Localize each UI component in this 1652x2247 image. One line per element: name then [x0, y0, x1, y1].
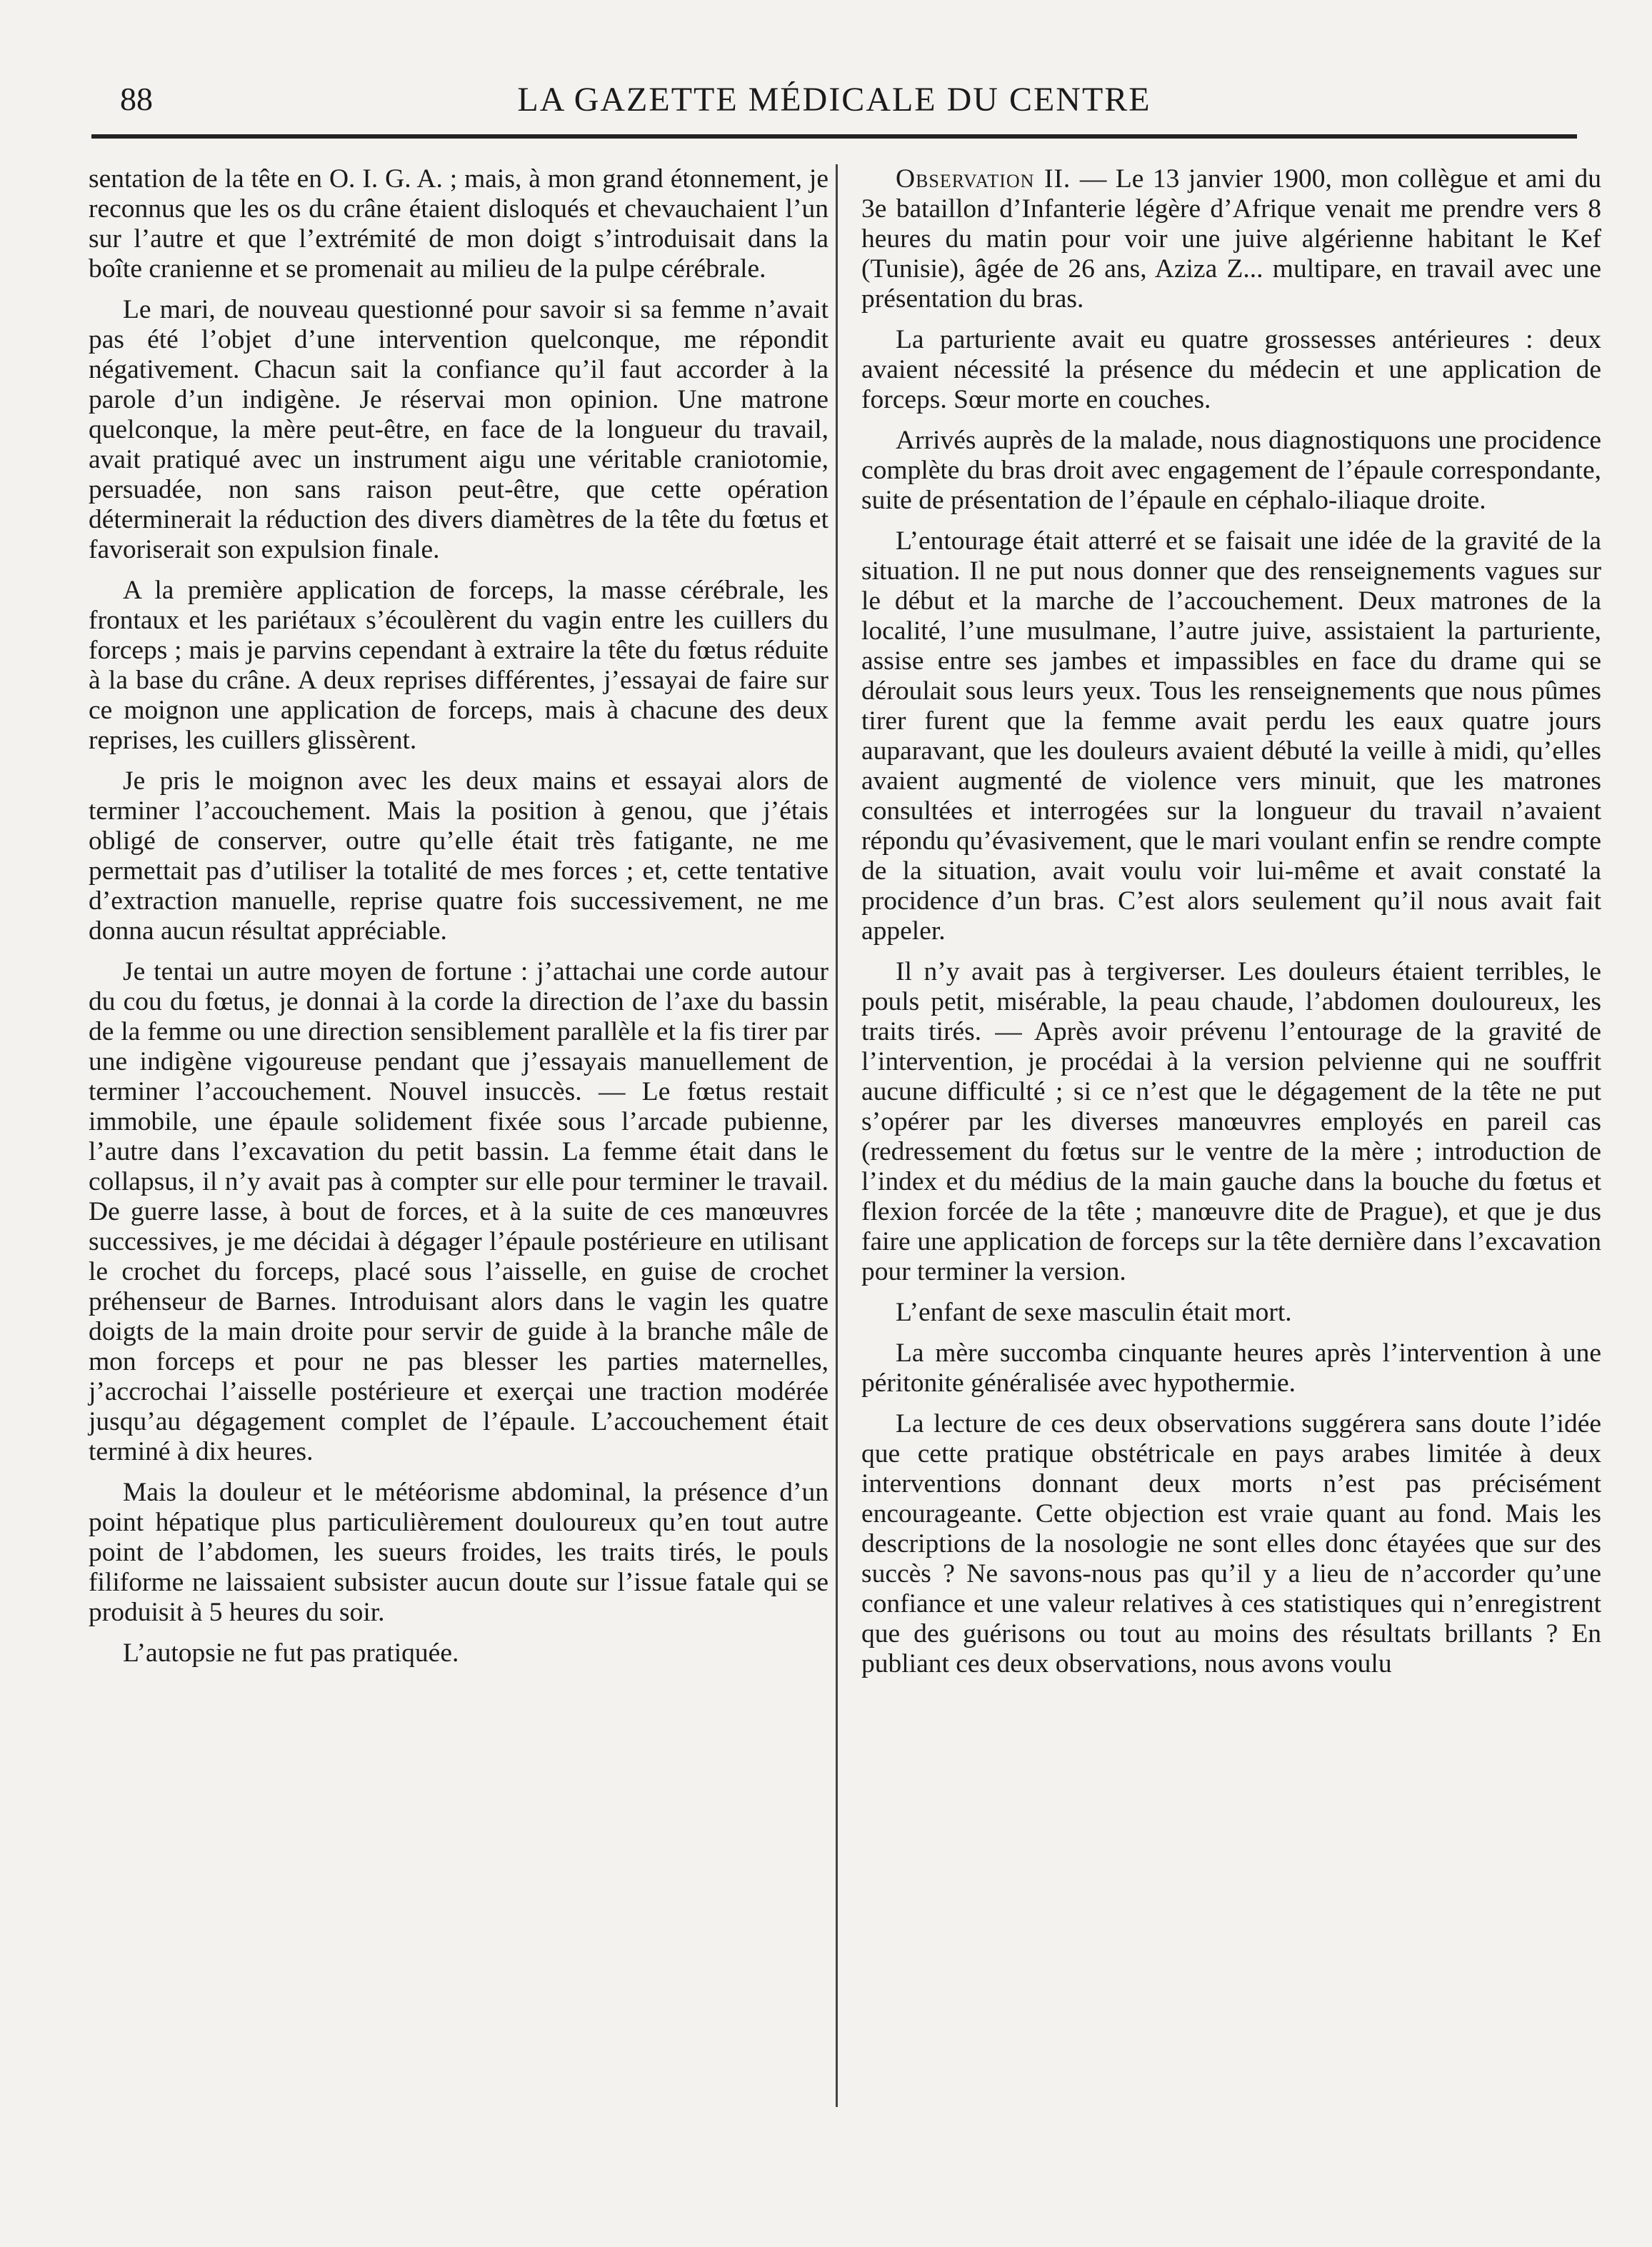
observation-intro: — Le 13 janvier 1900, mon collègue et ami du 3e bataillon d’Infanterie légère d’Afrique venait me prendre vers 8 heures du matin pour voir une juive algérienne habitant le Kef (Tunisie), âgée de 26 ans, Aziza Z... multipare, en travail avec une présentation du bras. — [861, 164, 1601, 314]
page-number: 88 — [120, 81, 153, 117]
paragraph: Je tentai un autre moyen de fortune : j’attachai une corde autour du cou du fœtus, je donnai à la corde la direction de l’axe du bassin de la femme ou une direction sensiblement parallèle et la fis tirer par une indigène vigoureuse pendant que j’essayais manuellement de terminer l’accouchement. Nouvel insuccès. — Le fœtus restait immobile, une épaule solidement fixée sous l’arcade pubienne, l’autre dans l’excavation du petit bassin. La femme était dans le collapsus, il n’y avait pas à compter sur elle pour terminer le travail. De guerre lasse, à bout de forces, et à la suite de ces manœuvres successives, je me décidai à dégager l’épaule postérieure en utilisant le crochet du forceps, placé sous l’aisselle, en guise de crochet préhenseur de Barnes. Introduisant alors dans le vagin les quatre doigts de la main droite pour servir de guide à la branche mâle de mon forceps et pour ne pas blesser les parties maternelles, j’accrochai l’aisselle postérieure et exerçai une traction modérée jusqu’au dégagement complet de l’épaule. L’accouchement était terminé à dix heures. — [89, 957, 828, 1466]
journal-title: LA GAZETTE MÉDICALE DU CENTRE — [517, 81, 1151, 119]
observation-paragraph — [861, 164, 1601, 314]
paragraph: sentation de la tête en O. I. G. A. ; mais, à mon grand étonnement, je reconnus que les os du crâne étaient disloqués et chevauchaient l’un sur l’autre et que l’extrémité de mon doigt s’introduisait dans la boîte cranienne et se promenait au milieu de la pulpe cérébrale. — [89, 164, 828, 284]
observation-label: Observation II. — [896, 164, 1071, 194]
header-rule — [91, 134, 1577, 139]
page-header — [91, 80, 1577, 130]
right-column — [861, 164, 1601, 1690]
paragraph: La mère succomba cinquante heures après l’intervention à une péritonite généralisée avec hypothermie. — [861, 1338, 1601, 1398]
paragraph: Arrivés auprès de la malade, nous diagnostiquons une procidence complète du bras droit avec engagement de l’épaule correspondante, suite de présentation de l’épaule en céphalo-iliaque droite. — [861, 426, 1601, 515]
paragraph: L’autopsie ne fut pas pratiquée. — [123, 1638, 459, 1668]
paragraph: La parturiente avait eu quatre grossesses antérieures : deux avaient nécessité la présence du médecin et une application de forceps. Sœur morte en couches. — [861, 325, 1601, 414]
paragraph: Le mari, de nouveau questionné pour savoir si sa femme n’avait pas été l’objet d’une intervention quelconque, me répondit négativement. Chacun sait la confiance qu’il faut accorder à la parole d’un indigène. Je réservai mon opinion. Une matrone quelconque, la mère peut-être, en face de la longueur du travail, avait pratiqué avec un instrument aigu une véritable craniotomie, persuadée, non sans raison peut-être, que cette opération déterminerait la réduction des divers diamètres de la tête du fœtus et favoriserait son expulsion finale. — [89, 295, 828, 564]
paragraph: Je pris le moignon avec les deux mains et essayai alors de terminer l’accouchement. Mais la position à genou, que j’étais obligé de conserver, outre qu’elle était très fatigante, ne me permettait pas d’utiliser la totalité de mes forces ; et, cette tentative d’extraction manuelle, reprise quatre fois successivement, ne me donna aucun résultat appréciable. — [89, 766, 828, 946]
paragraph: L’enfant de sexe masculin était mort. — [896, 1298, 1292, 1327]
paragraph: L’entourage était atterré et se faisait une idée de la gravité de la situation. Il ne put nous donner que des renseignements vagues sur le début et la marche de l’accouchement. Deux matrones de la localité, l’une musulmane, l’autre juive, assistaient la parturiente, assise entre ses jambes et impassibles en face du drame qui se déroulait sous leurs yeux. Tous les renseignements que nous pûmes tirer furent que la femme avait perdu les eaux quatre jours auparavant, que les douleurs avaient débuté la veille à midi, qu’elles avaient augmenté de violence vers minuit, que les matrones consultées et interrogées sur la longueur du travail n’avaient répondu qu’évasivement, que le mari voulant enfin se rendre compte de la situation, avait voulu voir lui-même et avait constaté la procidence d’un bras. C’est alors seulement qu’il nous avait fait appeler. — [861, 526, 1601, 946]
paragraph: Il n’y avait pas à tergiverser. Les douleurs étaient terribles, le pouls petit, misérable, la peau chaude, l’abdomen douloureux, les traits tirés. — Après avoir prévenu l’entourage de la gravité de l’intervention, je procédai à la version pelvienne qui ne souffrit aucune difficulté ; si ce n’est que le dégagement de la tête ne put s’opérer par les diverses manœuvres employés en pareil cas (redressement du fœtus sur le ventre de la mère ; introduction de l’index et du médius de la main gauche dans la bouche du fœtus et flexion forcée de la tête ; manœuvre dite de Prague), et que je dus faire une application de forceps sur la tête dernière dans l’excavation pour terminer la version. — [861, 957, 1601, 1286]
left-column — [89, 164, 828, 1679]
paragraph: A la première application de forceps, la masse cérébrale, les frontaux et les pariétaux s’écoulèrent du vagin entre les cuillers du forceps ; mais je parvins cependant à extraire la tête du fœtus réduite à la base du crâne. A deux reprises différentes, j’essayai de faire sur ce moignon une application de forceps, mais à chacune des deux reprises, les cuillers glissèrent. — [89, 576, 828, 755]
paragraph: Mais la douleur et le météorisme abdominal, la présence d’un point hépatique plus particulièrement douloureux qu’en tout autre point de l’abdomen, les sueurs froides, les traits tirés, le pouls filiforme ne laissaient subsister aucun doute sur l’issue fatale qui se produisit à 5 heures du soir. — [89, 1478, 828, 1627]
paragraph: La lecture de ces deux observations suggérera sans doute l’idée que cette pratique obstétricale en pays arabes limitée à deux interventions donnant deux morts n’est pas précisément encourageante. Cette objection est vraie quant au fond. Mais les descriptions de la nosologie ne sont elles donc étayées que sur des succès ? Ne savons-nous pas qu’il y a lieu de n’accorder qu’une confiance et une valeur relatives à ces statistiques qui n’enregistrent que des guérisons ou tout au moins des résultats brillants ? En publiant ces deux observations, nous avons voulu — [861, 1409, 1601, 1678]
column-divider — [836, 164, 838, 2107]
